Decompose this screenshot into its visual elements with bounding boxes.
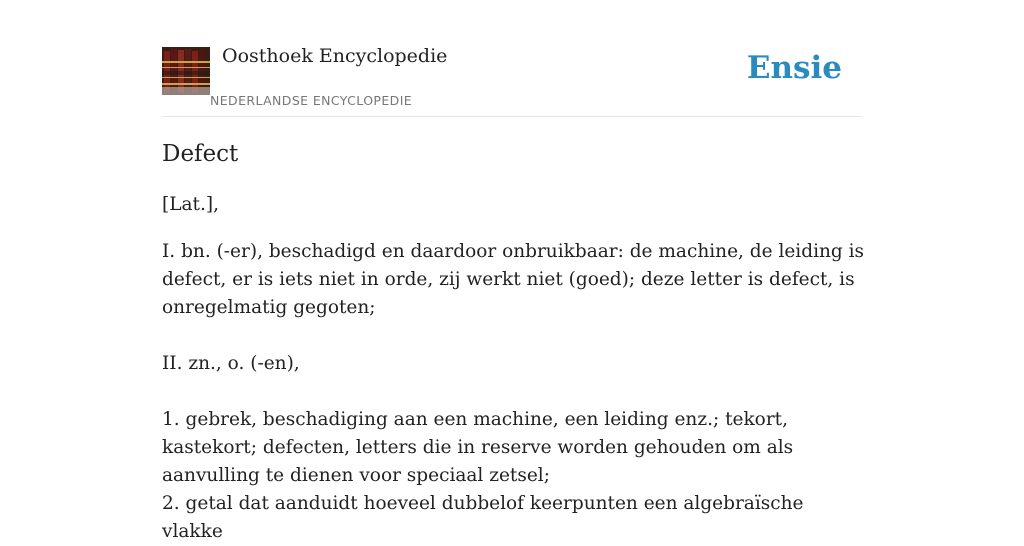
site-subtitle: NEDERLANDSE ENCYCLOPEDIE: [210, 93, 413, 108]
article: [162, 138, 867, 546]
article-origin: [Lat.],: [162, 194, 219, 215]
article-body: I. bn. (-er), beschadigd en daardoor onbruikbaar: de machine, de leiding is defect, er is iets niet in orde, zij werkt niet (goed); deze letter is defect, is onregelmatig gegoten; II. zn., o. (-en), 1. gebrek, beschadiging aan een machine, een leiding enz.; tekort, kastekort; defecten, letters die in reserve worden gehouden om als aanvulling te dienen voor speciaal zetsel; 2. getal dat aanduidt hoeveel dubbelof keerpunten een algebraïsche vlakke: [162, 241, 865, 542]
article-title: Defect: [162, 141, 239, 167]
site-logo-avatar[interactable]: [162, 47, 210, 95]
site-header: [162, 0, 862, 117]
site-title[interactable]: Oosthoek Encyclopedie: [222, 45, 448, 67]
book-spines-icon: [162, 47, 210, 95]
ensie-brand-link[interactable]: Ensie: [746, 50, 842, 86]
